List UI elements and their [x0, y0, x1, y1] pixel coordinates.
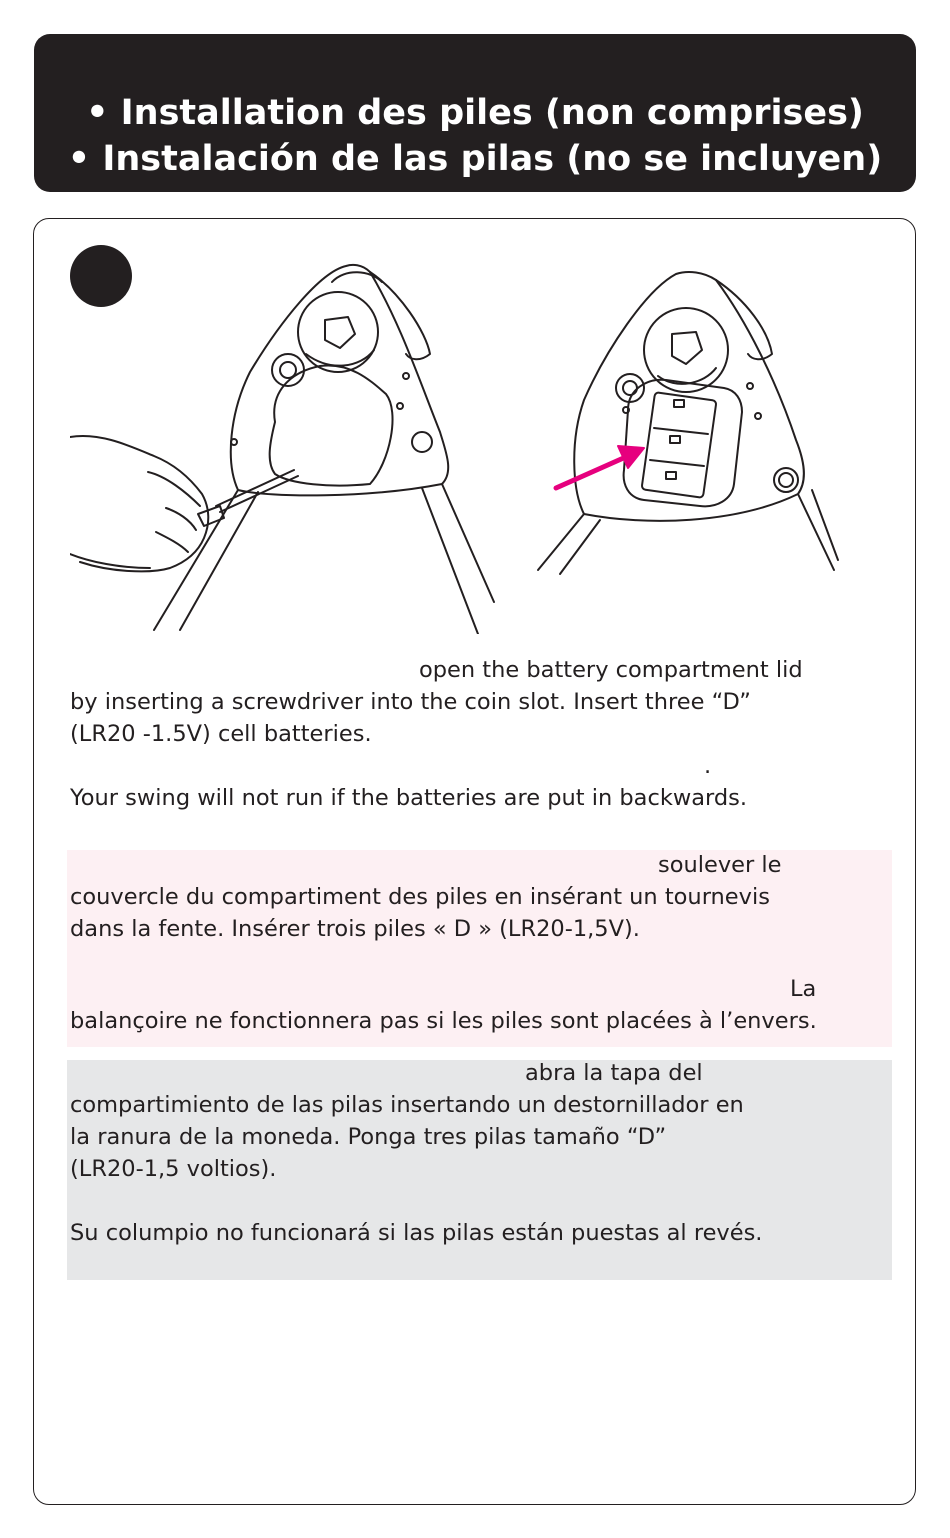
spanish-instructions [70, 1057, 860, 1249]
english-p2-line2: Your swing will not run if the batteries are put in backwards. [70, 785, 748, 811]
french-instructions [70, 849, 860, 1037]
header-title-french: • Installation des piles (non comprises) [86, 93, 864, 133]
spanish-p1-line4: (LR20-1,5 voltios). [70, 1156, 277, 1182]
french-p1-line3: dans la fente. Insérer trois piles « D » (LR20-1,5V). [70, 916, 640, 942]
french-p1-line2: couvercle du compartiment des piles en insérant un tournevis [70, 884, 770, 910]
french-p1-line1: soulever le [658, 852, 782, 878]
battery-compartment-illustration [536, 270, 846, 576]
spanish-p1-line3: la ranura de la moneda. Ponga tres pilas tamaño “D” [70, 1124, 667, 1150]
section-header [34, 34, 916, 192]
spanish-p2-line1: Su columpio no funcionará si las pilas están puestas al revés. [70, 1220, 763, 1246]
french-p2-line1: La [790, 976, 817, 1002]
english-p2-line1: . [704, 753, 712, 779]
english-p1-line3: (LR20 -1.5V) cell batteries. [70, 721, 372, 747]
english-p1-line2: by inserting a screwdriver into the coin slot. Insert three “D” [70, 689, 751, 715]
french-p2-line2: balançoire ne fonctionnera pas si les piles sont placées à l’envers. [70, 1008, 817, 1034]
spanish-p1-line1: abra la tapa del [525, 1060, 703, 1086]
english-instructions [70, 654, 860, 814]
screwdriver-illustration [70, 262, 500, 634]
spanish-p1-line2: compartimiento de las pilas insertando un destornillador en [70, 1092, 744, 1118]
header-title-spanish: • Instalación de las pilas (no se incluyen) [67, 139, 883, 179]
english-p1-line1: open the battery compartment lid [419, 657, 803, 683]
